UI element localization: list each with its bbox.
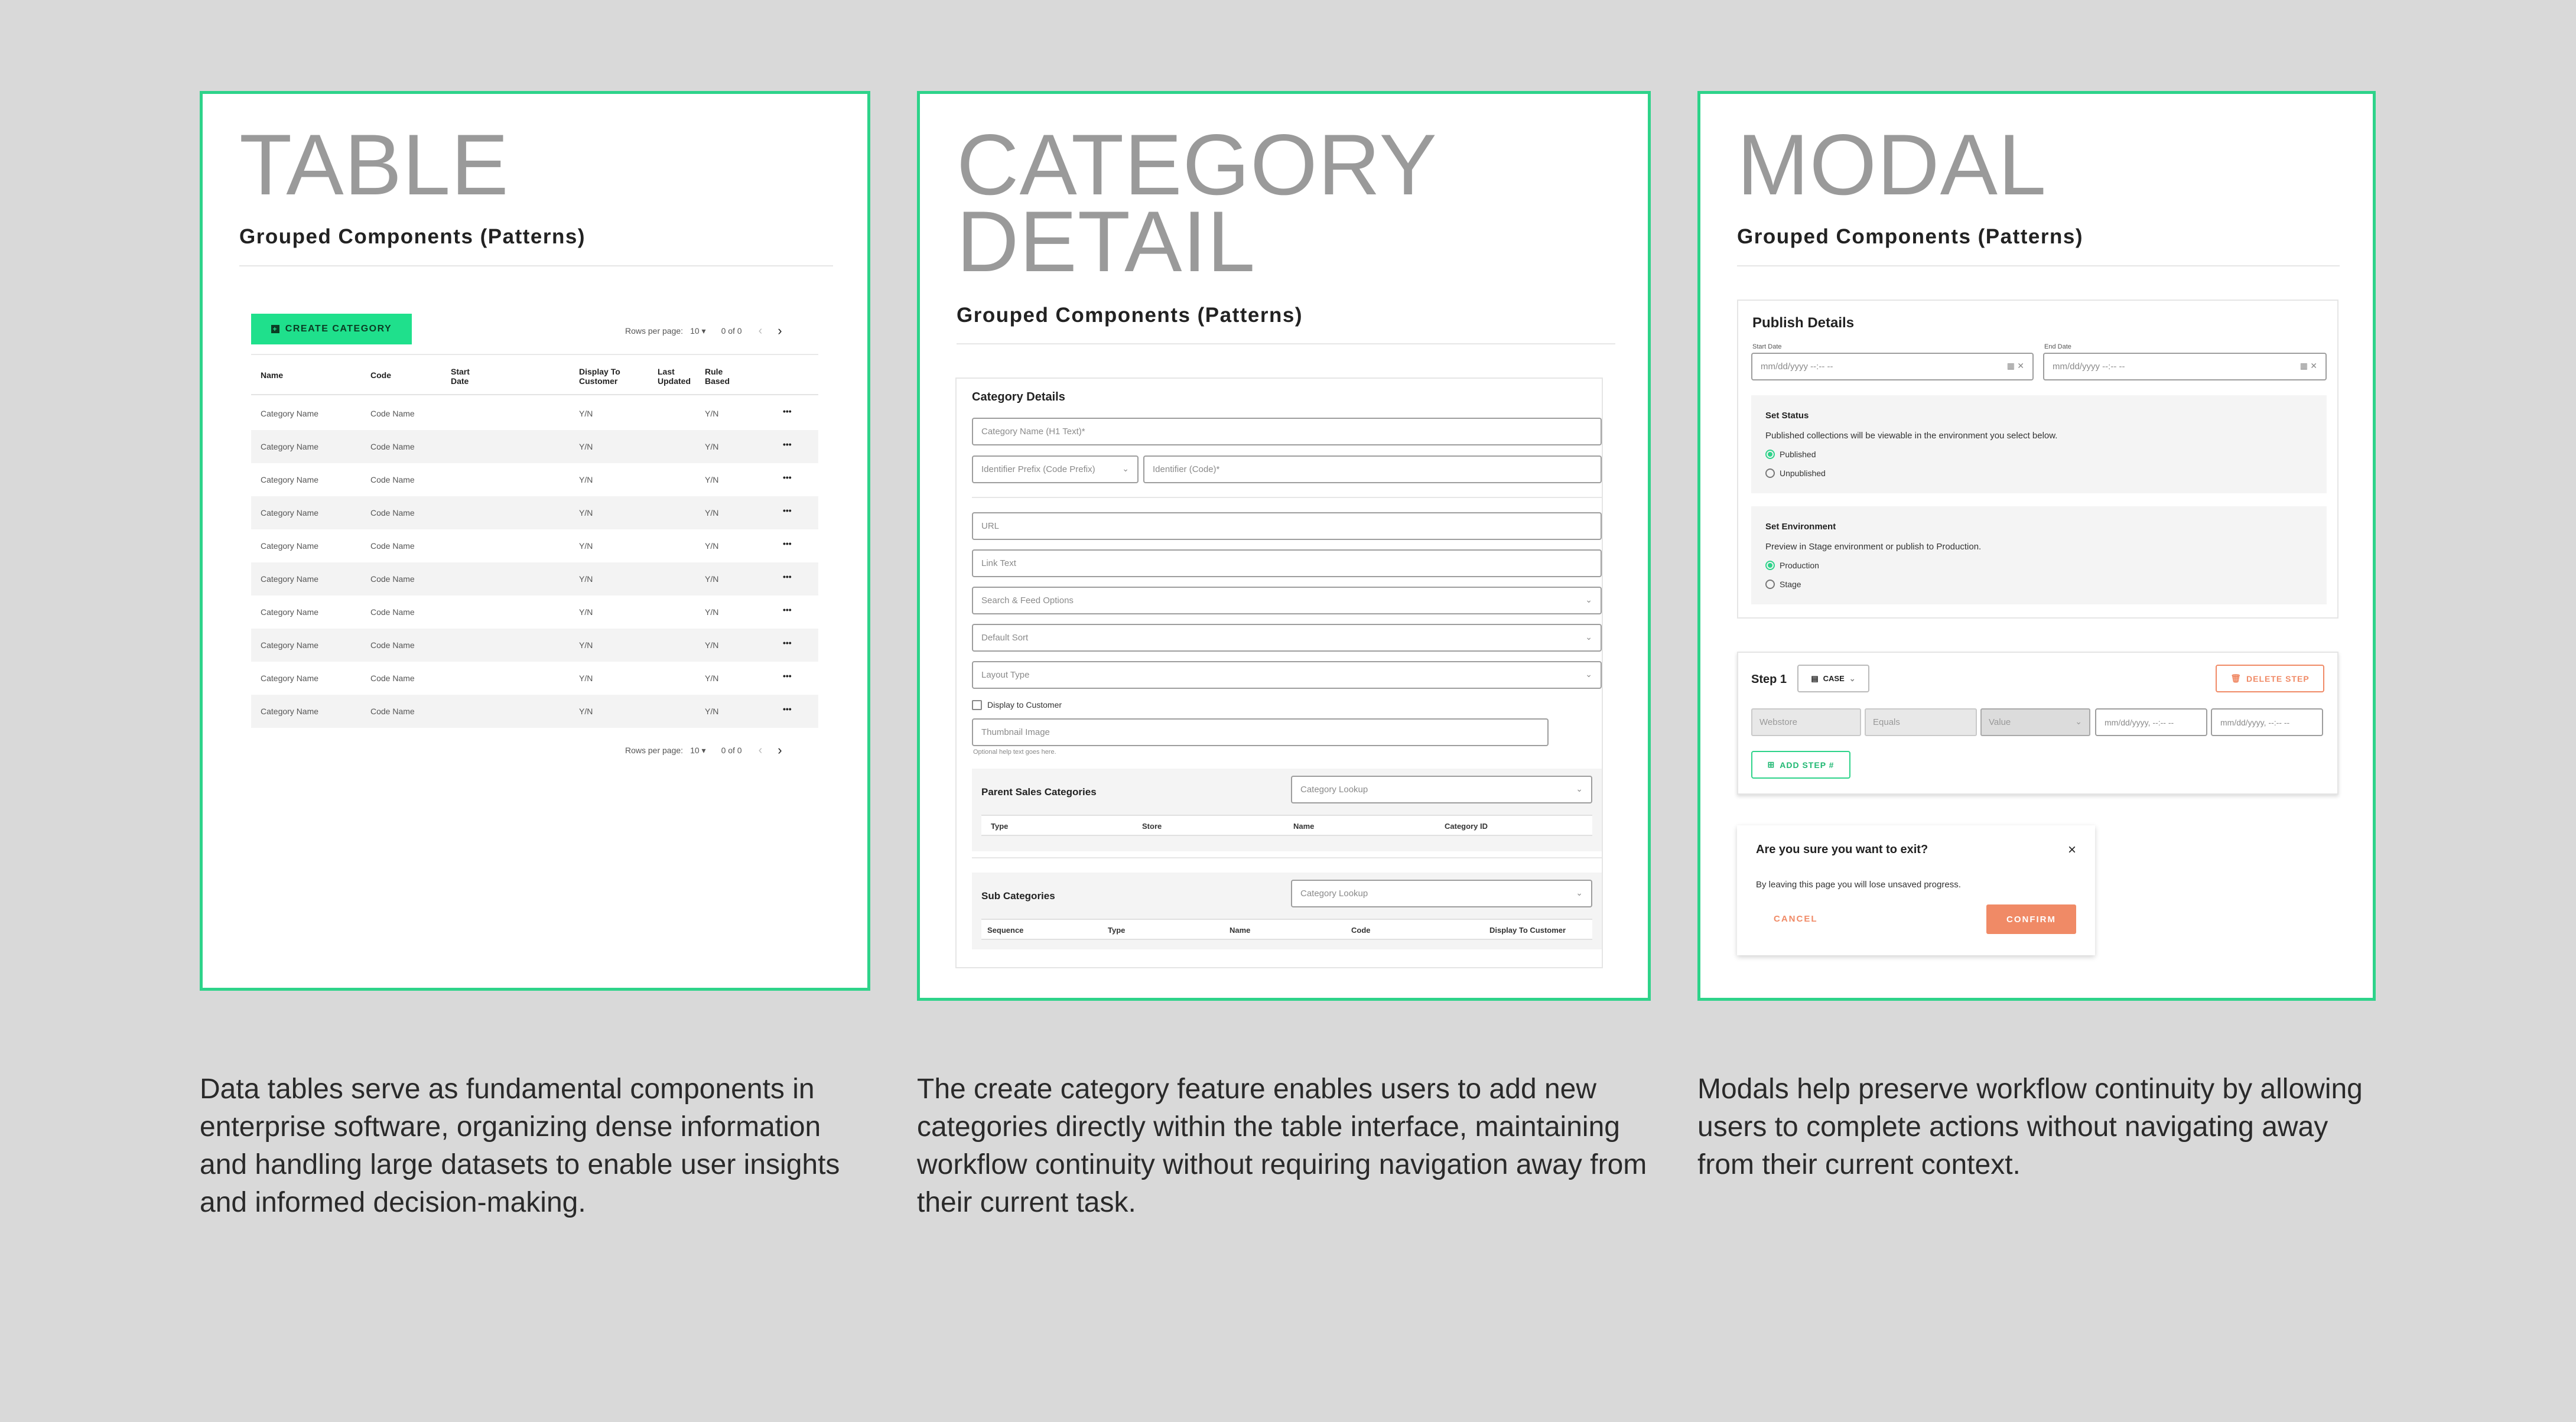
set-environment-section — [1751, 506, 2327, 604]
link-text-placeholder: Link Text — [981, 558, 1016, 568]
column-header-category-id: Category ID — [1445, 822, 1488, 831]
cell-display-to-customer: Y/N — [579, 673, 593, 683]
exit-dialog-title: Are you sure you want to exit? — [1756, 843, 1928, 856]
column-header-name[interactable]: Name — [261, 370, 284, 380]
column-header-display-to-customer: Display To Customer — [1489, 926, 1566, 935]
thumbnail-input[interactable] — [972, 718, 1549, 746]
cell-rule-based: Y/N — [705, 409, 719, 418]
stage-radio[interactable] — [1765, 580, 1775, 589]
set-status-description: Published collections will be viewable in the environment you select below. — [1765, 431, 2058, 441]
exit-dialog-description: By leaving this page you will lose unsaved progress. — [1756, 880, 1961, 890]
rows-per-page-value: 10 — [690, 745, 700, 755]
identifier-code-placeholder: Identifier (Code)* — [1153, 464, 1220, 474]
table-card-title: TABLE — [239, 116, 509, 213]
cell-name: Category Name — [261, 475, 319, 484]
parent-table-header — [981, 815, 1592, 836]
start-date-placeholder: mm/dd/yyyy --:-- -- — [1761, 362, 1833, 372]
equals-input[interactable] — [1865, 708, 1977, 736]
calendar-icon[interactable]: ▦ — [2299, 361, 2308, 370]
sub-lookup-placeholder: Category Lookup — [1300, 889, 1368, 899]
cell-rule-based: Y/N — [705, 508, 719, 518]
table-description: Data tables serve as fundamental components in enterprise software, organizing dense information and handling large datasets to enable user insights and informed decision-making. — [200, 1073, 840, 1218]
layout-type-select[interactable] — [972, 661, 1602, 689]
more-icon[interactable]: ••• — [783, 605, 792, 614]
more-icon[interactable]: ••• — [783, 704, 792, 714]
unpublished-radio[interactable] — [1765, 468, 1775, 478]
cell-name: Category Name — [261, 541, 319, 551]
cell-rule-based: Y/N — [705, 475, 719, 484]
delete-step-label: DELETE STEP — [2246, 673, 2310, 684]
table-row[interactable] — [251, 695, 818, 728]
confirm-button[interactable]: CONFIRM — [1986, 904, 2076, 934]
category-title-line2: DETAIL — [957, 193, 1256, 289]
table-row[interactable] — [251, 430, 818, 463]
caret-down-icon: ⌄ — [1585, 632, 1592, 642]
table-card — [200, 91, 870, 991]
end-date-label: End Date — [2044, 343, 2071, 350]
delete-step-button[interactable] — [2216, 665, 2324, 692]
page-range: 0 of 0 — [721, 326, 742, 336]
caret-down-icon: ⌄ — [1122, 464, 1129, 473]
more-icon[interactable]: ••• — [783, 671, 792, 681]
category-card-subtitle: Grouped Components (Patterns) — [957, 304, 1303, 327]
modal-card-title: MODAL — [1737, 116, 2047, 213]
sub-table-header — [981, 919, 1592, 940]
cell-rule-based: Y/N — [705, 673, 719, 683]
clear-icon[interactable]: ✕ — [2310, 361, 2317, 370]
more-icon[interactable]: ••• — [783, 406, 792, 416]
rows-per-page-select[interactable] — [690, 746, 706, 756]
plus-icon: + — [271, 325, 279, 333]
case-label: CASE — [1823, 674, 1845, 683]
parent-categories-section — [972, 769, 1602, 851]
column-header-start-date[interactable]: Start Date — [451, 367, 470, 386]
divider — [972, 857, 1602, 858]
cell-code: Code Name — [370, 673, 415, 683]
cell-code: Code Name — [370, 607, 415, 617]
cell-code: Code Name — [370, 442, 415, 451]
table-pager-top — [625, 323, 782, 339]
cell-code: Code Name — [370, 541, 415, 551]
cell-name: Category Name — [261, 409, 319, 418]
more-icon[interactable]: ••• — [783, 473, 792, 482]
divider — [1737, 265, 2340, 266]
production-radio[interactable] — [1765, 561, 1775, 570]
caret-down-icon: ⌄ — [1576, 888, 1583, 897]
table-pager-bottom — [625, 743, 782, 758]
cell-rule-based: Y/N — [705, 574, 719, 584]
parent-category-lookup[interactable] — [1291, 776, 1592, 803]
more-icon[interactable]: ••• — [783, 506, 792, 515]
sub-categories-heading: Sub Categories — [981, 890, 1055, 902]
cell-rule-based: Y/N — [705, 541, 719, 551]
cell-rule-based: Y/N — [705, 442, 719, 451]
cell-code: Code Name — [370, 707, 415, 716]
table-row[interactable] — [251, 463, 818, 496]
cell-code: Code Name — [370, 508, 415, 518]
more-icon[interactable]: ••• — [783, 440, 792, 449]
sub-category-lookup[interactable] — [1291, 880, 1592, 907]
cell-display-to-customer: Y/N — [579, 541, 593, 551]
category-name-input[interactable] — [972, 418, 1602, 445]
parent-categories-heading: Parent Sales Categories — [981, 786, 1097, 798]
modal-card — [1697, 91, 2376, 1001]
rows-per-page-label: Rows per page: — [625, 746, 684, 755]
table-row[interactable] — [251, 596, 818, 629]
cell-display-to-customer: Y/N — [579, 442, 593, 451]
cell-rule-based: Y/N — [705, 707, 719, 716]
divider — [957, 343, 1615, 344]
calendar-icon[interactable]: ▦ — [2006, 361, 2015, 370]
cell-name: Category Name — [261, 707, 319, 716]
set-status-heading: Set Status — [1765, 411, 1809, 421]
search-feed-select[interactable] — [972, 587, 1602, 614]
caret-down-icon: ⌄ — [1576, 784, 1583, 793]
column-header-rule-based[interactable]: Rule Based — [705, 367, 730, 386]
display-to-customer-checkbox[interactable] — [972, 700, 982, 710]
helper-text: Optional help text goes here. — [973, 749, 1056, 756]
webstore-input[interactable] — [1751, 708, 1861, 736]
divider — [239, 265, 833, 266]
plus-icon: ⊞ — [1767, 760, 1775, 769]
set-environment-description: Preview in Stage environment or publish to Production. — [1765, 542, 1982, 552]
link-text-input[interactable] — [972, 549, 1602, 577]
column-header-name: Name — [1230, 926, 1251, 935]
step-start-date-input[interactable] — [2095, 708, 2207, 736]
table-row[interactable] — [251, 562, 818, 596]
column-header-code[interactable]: Code — [370, 370, 391, 380]
column-header-code: Code — [1351, 926, 1371, 935]
cell-display-to-customer: Y/N — [579, 508, 593, 518]
case-icon: ▤ — [1811, 673, 1819, 683]
caret-down-icon: ▾ — [701, 326, 706, 336]
default-sort-placeholder: Default Sort — [981, 633, 1029, 643]
table-row[interactable] — [251, 662, 818, 695]
cancel-button[interactable]: CANCEL — [1774, 914, 1818, 924]
table-row[interactable] — [251, 397, 818, 430]
rows-per-page-select[interactable] — [690, 326, 706, 336]
cell-display-to-customer: Y/N — [579, 574, 593, 584]
category-name-placeholder: Category Name (H1 Text)* — [981, 427, 1085, 437]
modal-card-subtitle: Grouped Components (Patterns) — [1737, 225, 2084, 248]
value-select[interactable] — [1980, 708, 2090, 736]
column-header-name: Name — [1293, 822, 1315, 831]
cell-display-to-customer: Y/N — [579, 640, 593, 650]
cell-code: Code Name — [370, 574, 415, 584]
column-header-sequence: Sequence — [987, 926, 1024, 935]
column-header-last-updated[interactable]: Last Updated — [658, 367, 691, 386]
category-details-heading: Category Details — [972, 391, 1065, 404]
table-header — [251, 354, 818, 395]
exit-confirm-dialog — [1737, 825, 2095, 955]
layout-type-placeholder: Layout Type — [981, 670, 1030, 680]
table-row[interactable] — [251, 529, 818, 562]
column-header-store: Store — [1142, 822, 1162, 831]
cell-name: Category Name — [261, 508, 319, 518]
caret-down-icon: ⌄ — [1585, 669, 1592, 679]
identifier-prefix-select[interactable] — [972, 455, 1139, 483]
cell-name: Category Name — [261, 640, 319, 650]
display-to-customer-label: Display to Customer — [987, 700, 1062, 710]
end-date-placeholder: mm/dd/yyyy --:-- -- — [2053, 362, 2125, 372]
more-icon[interactable]: ••• — [783, 638, 792, 647]
category-details-panel — [955, 378, 1603, 968]
clear-icon[interactable]: ✕ — [2017, 361, 2024, 370]
set-status-section — [1751, 395, 2327, 493]
category-card-title — [957, 116, 1437, 289]
thumbnail-placeholder: Thumbnail Image — [981, 727, 1050, 737]
cell-name: Category Name — [261, 574, 319, 584]
rows-per-page-value: 10 — [690, 326, 700, 336]
table-card-subtitle: Grouped Components (Patterns) — [239, 225, 586, 248]
trash-icon: 🗑 — [2230, 673, 2242, 683]
published-label: Published — [1780, 450, 1816, 459]
start-date-input[interactable] — [1751, 353, 2034, 380]
cell-display-to-customer: Y/N — [579, 707, 593, 716]
cell-display-to-customer: Y/N — [579, 607, 593, 617]
close-icon[interactable]: × — [2067, 842, 2076, 858]
cell-code: Code Name — [370, 409, 415, 418]
column-header-type: Type — [991, 822, 1009, 831]
category-description: The create category feature enables users to add new categories directly within the table interface, maintaining workflow continuity without requiring navigation away from their current task. — [917, 1073, 1647, 1218]
end-date-input[interactable] — [2043, 353, 2327, 380]
create-category-button[interactable] — [251, 314, 412, 344]
default-sort-select[interactable] — [972, 624, 1602, 652]
stage-label: Stage — [1780, 580, 1801, 589]
category-detail-card — [917, 91, 1651, 1001]
cell-name: Category Name — [261, 673, 319, 683]
chevron-left-icon[interactable]: ‹ — [758, 324, 763, 337]
publish-details-heading: Publish Details — [1752, 315, 1855, 331]
divider — [972, 497, 1602, 498]
column-header-type: Type — [1108, 926, 1126, 935]
cell-display-to-customer: Y/N — [579, 409, 593, 418]
category-title-line1: CATEGORY — [957, 116, 1437, 213]
cell-name: Category Name — [261, 607, 319, 617]
chevron-left-icon[interactable]: ‹ — [758, 743, 763, 757]
caret-down-icon: ▾ — [701, 745, 706, 755]
step-label: Step 1 — [1751, 673, 1787, 686]
table-row[interactable] — [251, 496, 818, 529]
equals-placeholder: Equals — [1873, 717, 1900, 727]
modal-description: Modals help preserve workflow continuity by allowing users to complete actions without navigating away from their current context. — [1697, 1073, 2363, 1180]
chevron-right-icon[interactable]: › — [778, 323, 782, 338]
start-date-label: Start Date — [1752, 343, 1782, 350]
step-start-date-placeholder: mm/dd/yyyy, --:-- -- — [2105, 717, 2174, 727]
cell-rule-based: Y/N — [705, 607, 719, 617]
step-builder-panel — [1737, 652, 2338, 795]
column-header-display-to-customer[interactable]: Display To Customer — [579, 367, 620, 386]
rows-per-page-label: Rows per page: — [625, 326, 684, 336]
value-placeholder: Value — [1989, 717, 2011, 727]
more-icon[interactable]: ••• — [783, 572, 792, 581]
more-icon[interactable]: ••• — [783, 539, 792, 548]
case-select[interactable] — [1797, 665, 1869, 692]
caret-down-icon: ⌄ — [2075, 717, 2082, 726]
identifier-prefix-placeholder: Identifier Prefix (Code Prefix) — [981, 464, 1095, 474]
unpublished-label: Unpublished — [1780, 468, 1826, 478]
url-placeholder: URL — [981, 521, 1000, 531]
sub-categories-section — [972, 873, 1602, 949]
parent-lookup-placeholder: Category Lookup — [1300, 785, 1368, 795]
cell-name: Category Name — [261, 442, 319, 451]
table-row[interactable] — [251, 629, 818, 662]
cell-display-to-customer: Y/N — [579, 475, 593, 484]
published-radio[interactable] — [1765, 450, 1775, 459]
step-end-date-input[interactable] — [2211, 708, 2323, 736]
set-environment-heading: Set Environment — [1765, 522, 1836, 532]
cell-code: Code Name — [370, 640, 415, 650]
step-end-date-placeholder: mm/dd/yyyy, --:-- -- — [2220, 717, 2290, 727]
webstore-placeholder: Webstore — [1759, 717, 1797, 727]
add-step-button[interactable] — [1751, 751, 1850, 779]
caret-down-icon: ⌄ — [1585, 595, 1592, 604]
production-label: Production — [1780, 561, 1819, 570]
publish-details-panel — [1737, 300, 2338, 619]
add-step-label: ADD STEP # — [1780, 760, 1835, 770]
url-input[interactable] — [972, 512, 1602, 540]
chevron-right-icon[interactable]: › — [778, 743, 782, 757]
cell-code: Code Name — [370, 475, 415, 484]
page-range: 0 of 0 — [721, 746, 742, 755]
search-feed-placeholder: Search & Feed Options — [981, 596, 1074, 606]
cell-rule-based: Y/N — [705, 640, 719, 650]
caret-down-icon: ⌄ — [1849, 673, 1856, 683]
create-category-label: CREATE CATEGORY — [285, 324, 392, 334]
identifier-code-input[interactable] — [1143, 455, 1602, 483]
